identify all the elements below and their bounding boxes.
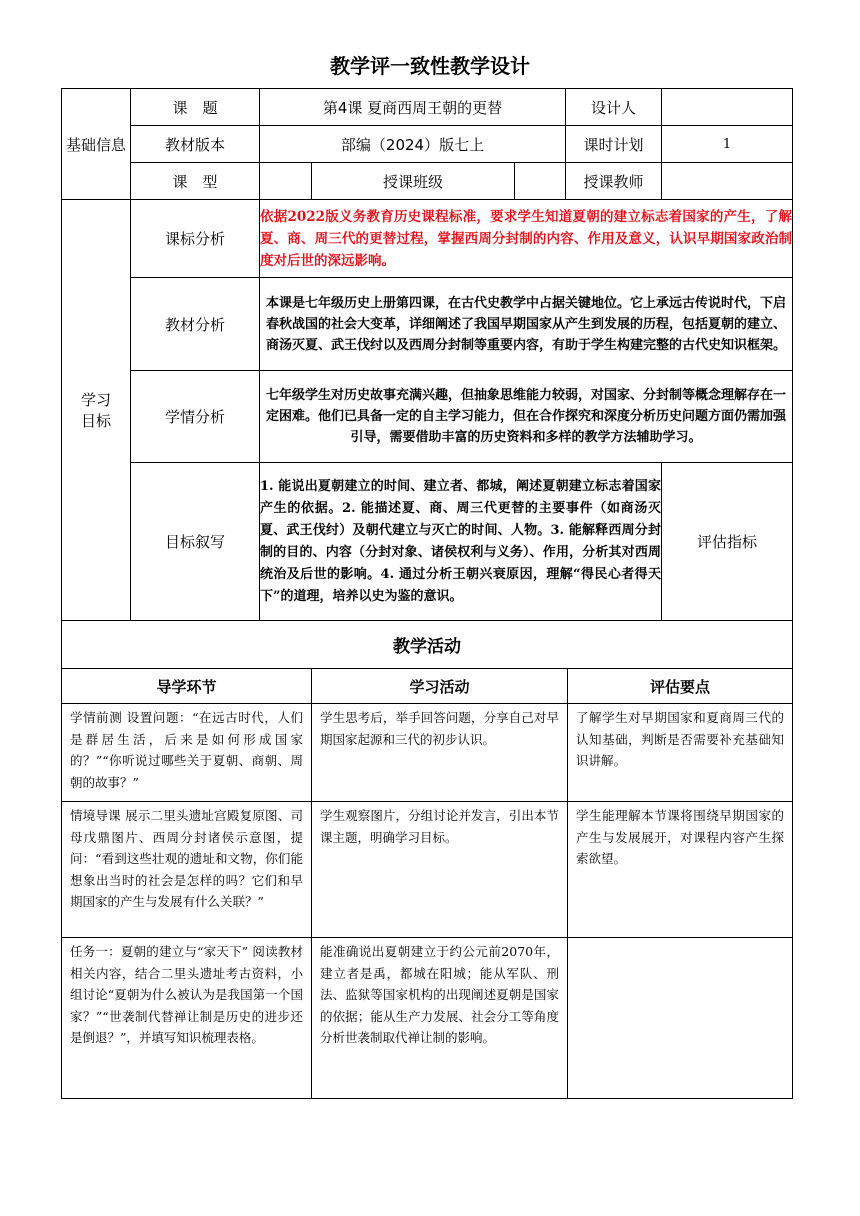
edition-label: 教材版本 [131, 126, 260, 163]
table-row [62, 802, 793, 938]
eval-cell: 学生能理解本节课将围绕早期国家的产生与发展展开，对课程内容产生探索欲望。 [568, 802, 793, 938]
guide-column-header: 导学环节 [62, 669, 312, 704]
objectives-label: 学习目标 [62, 200, 131, 621]
textbook-label: 教材分析 [131, 278, 260, 371]
table-row [62, 938, 793, 1099]
designer-value[interactable] [662, 89, 793, 126]
guide-cell: 任务一：夏朝的建立与“家天下” 阅读教材相关内容，结合二里头遗址考古资料，小组讨论“夏朝为什么被认为是我国第一个国家？”“世袭制代替禅让制是历史的进步还是倒退？”，并填写知识梳理表格。 [62, 938, 312, 1099]
goal-label: 目标叙写 [131, 463, 260, 621]
type-value[interactable] [260, 163, 312, 200]
eval-indicator-label: 评估指标 [662, 463, 793, 621]
activities-section-title: 教学活动 [62, 621, 793, 669]
activities-table [61, 620, 793, 1099]
guide-cell: 情境导课 展示二里头遗址宫殿复原图、司母戊鼎图片、西周分封诸侯示意图，提问：“看到这些壮观的遗址和文物，你们能想象出当时的社会是怎样的吗？它们和早期国家的产生与发展有什么关联？” [62, 802, 312, 938]
eval-cell [568, 938, 793, 1099]
teacher-value[interactable] [662, 163, 793, 200]
basic-info-table [61, 88, 793, 621]
edition-value: 部编（2024）版七上 [260, 126, 566, 163]
eval-column-header: 评估要点 [568, 669, 793, 704]
table-row [62, 704, 793, 802]
topic-value: 第4课 夏商西周王朝的更替 [260, 89, 566, 126]
basic-info-label: 基础信息 [62, 89, 131, 200]
type-label: 课 型 [131, 163, 260, 200]
document-title: 教学评一致性教学设计 [330, 54, 530, 78]
activity-cell: 能准确说出夏朝建立于约公元前2070年，建立者是禹，都城在阳城；能从军队、刑法、监狱等国家机构的出现阐述夏朝是国家的依据；能从生产力发展、社会分工等角度分析世袭制取代禅让制的影响。 [312, 938, 568, 1099]
eval-cell: 了解学生对早期国家和夏商周三代的认知基础，判断是否需要补充基础知识讲解。 [568, 704, 793, 802]
learner-text: 七年级学生对历史故事充满兴趣，但抽象思维能力较弱，对国家、分封制等概念理解存在一定困难。他们已具备一定的自主学习能力，但在合作探究和深度分析历史问题方面仍需加强引导，需要借助丰富的历史资料和多样的教学方法辅助学习。 [260, 371, 793, 463]
hours-label: 课时计划 [566, 126, 662, 163]
teacher-label: 授课教师 [566, 163, 662, 200]
class-label: 授课班级 [312, 163, 515, 200]
standard-text: 依据2022版义务教育历史课程标准，要求学生知道夏朝的建立标志着国家的产生，了解夏、商、周三代的更替过程，掌握西周分封制的内容、作用及意义，认识早期国家政治制度对后世的深远影响。 [260, 200, 793, 278]
hours-value: 1 [662, 126, 793, 163]
designer-label: 设计人 [566, 89, 662, 126]
activity-cell: 学生思考后，举手回答问题，分享自己对早期国家起源和三代的初步认识。 [312, 704, 568, 802]
topic-label: 课 题 [131, 89, 260, 126]
class-value[interactable] [515, 163, 566, 200]
guide-cell: 学情前测 设置问题：“在远古时代，人们是群居生活，后来是如何形成国家的？”“你听说过哪些关于夏朝、商朝、周朝的故事？” [62, 704, 312, 802]
activity-column-header: 学习活动 [312, 669, 568, 704]
activity-cell: 学生观察图片，分组讨论并发言，引出本节课主题，明确学习目标。 [312, 802, 568, 938]
standard-label: 课标分析 [131, 200, 260, 278]
goal-text: 1. 能说出夏朝建立的时间、建立者、都城，阐述夏朝建立标志着国家产生的依据。2. 能描述夏、商、周三代更替的主要事件（如商汤灭夏、武王伐纣）及朝代建立与灭亡的时间、人物。3. 能解释西周分封制的目的、内容（分封对象、诸侯权利与义务）、作用，分析其对西周统治及后世的影响。4. 通过分析王朝兴衰原因，理解“得民心者得天下”的道理，培养以史为鉴的意识。 [260, 463, 662, 621]
learner-label: 学情分析 [131, 371, 260, 463]
textbook-text: 本课是七年级历史上册第四课，在古代史教学中占据关键地位。它上承远古传说时代，下启春秋战国的社会大变革，详细阐述了我国早期国家从产生到发展的历程，包括夏朝的建立、商汤灭夏、武王伐纣以及西周分封制等重要内容，有助于学生构建完整的古代史知识框架。 [260, 278, 793, 371]
